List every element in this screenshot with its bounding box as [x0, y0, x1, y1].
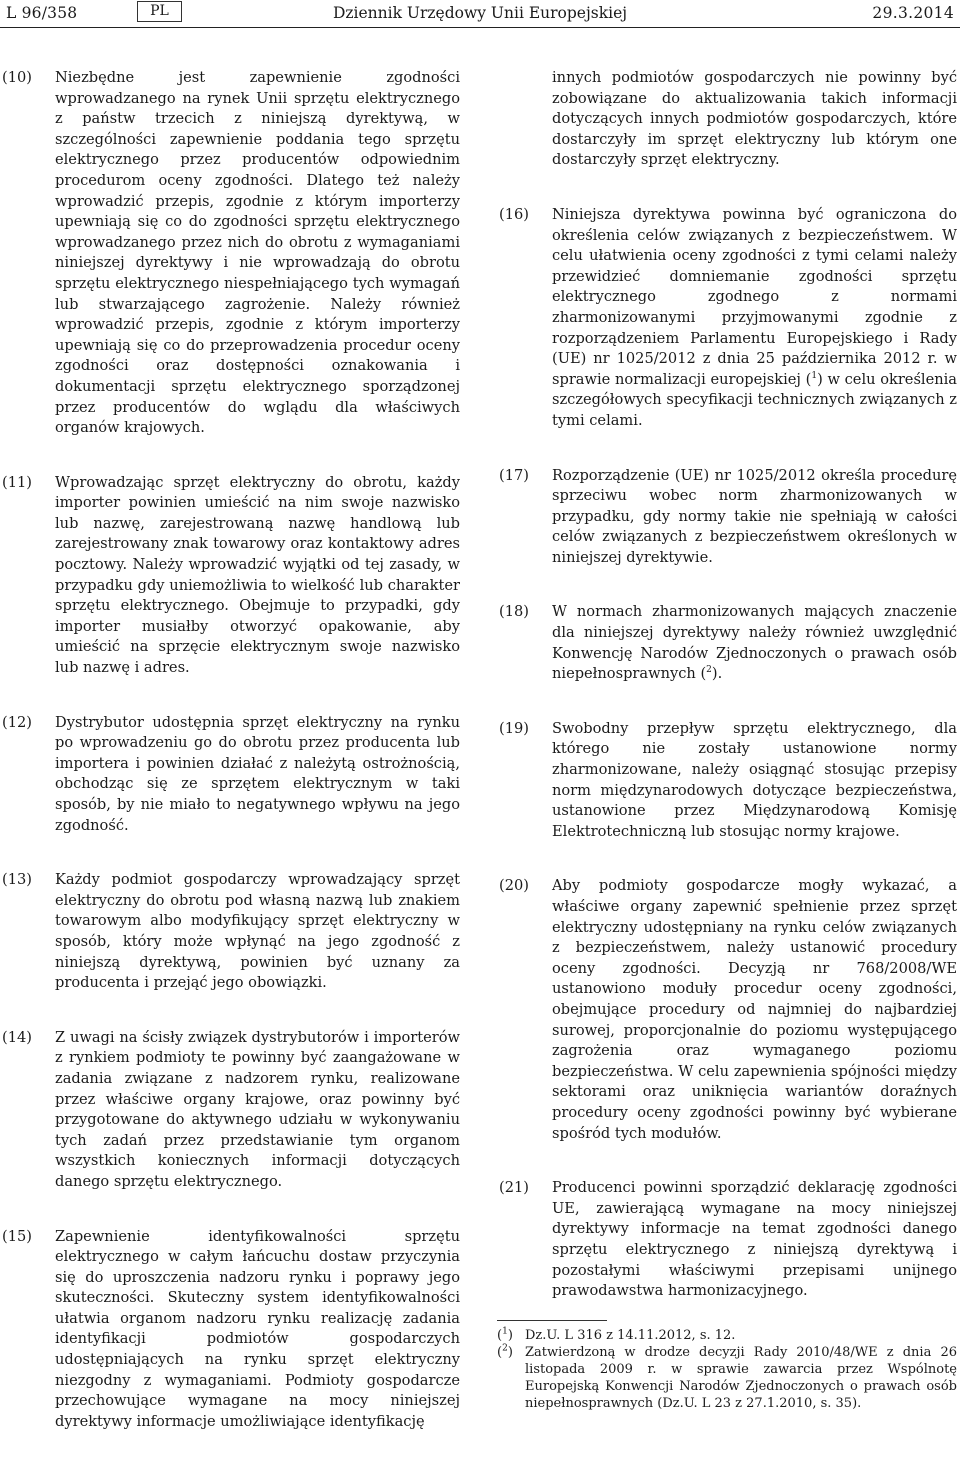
- left-column: [0, 68, 460, 1466]
- recital-text: Wprowadzając sprzęt elektryczny do obrotu, każdy importer powinien umieścić na nim swoje nazwisko lub nazwę, zarejestrowaną nazwę handlową lub zarejestrowany znak towarowy oraz kontaktowy adres pocztowy. Należy wprowadzić wyjątki od tej zasady, w przypadku gdy uniemożliwia to wielkość lub charakter sprzętu elektrycznego. Obejmuje to przypadki, gdy importer musiałby otworzyć opakowanie, aby umieścić na sprzęcie elektrycznym swoje nazwisko lub nazwę i adres.: [55, 473, 460, 677]
- recital-text: Producenci powinni sporządzić deklarację zgodności UE, zawierającą wymagane na mocy niniejszej dyrektywy informacje na temat zgodności danego sprzętu elektrycznego z niniejszą dyrektywą i pozostałymi właściwymi przepisami unijnego prawodawstwa harmonizacyjnego.: [552, 1179, 957, 1300]
- footnote-1: [497, 1327, 957, 1344]
- recital-number: (15): [2, 1227, 32, 1245]
- header-rule: [0, 27, 960, 28]
- recital-number: (20): [499, 877, 529, 895]
- footnote-mark-open: (: [497, 1327, 503, 1343]
- recital-number: (17): [499, 466, 529, 484]
- recital-text: Z uwagi na ścisły związek dystrybutorów i importerów z rynkiem podmioty te powinny być zaangażowane w zadania związane z nadzorem rynku, realizowane przez właściwe organy krajowe, oraz powinny być przygotowane do aktywnego udziału w wykonywaniu tych zadań przez przedstawianie tym organom wszystkich koniecznych informacji dotyczących danego sprzętu elektrycznego.: [55, 1028, 460, 1190]
- recital-text: Aby podmioty gospodarcze mogły wykazać, a właściwe organy zapewnić spełnienie przez sprzęt elektryczny udostępniany na rynku celów związanych z bezpieczeństwem, należy ustanowić procedury oceny zgodności. Decyzją nr 768/2008/WE ustanowiono moduły procedur oceny zgodności, obejmujące procedury od najmniej do najbardziej surowej, proporcjonalnie do poziomu występującego zagrożenia oraz wymaganego poziomu bezpieczeństwa. W celu zapewnienia spójności między sektorami oraz uniknięcia wariantów doraźnych procedury oceny zgodności powinny być wybierane spośród tych modułów.: [552, 877, 957, 1142]
- recital-15: [0, 1227, 460, 1433]
- recital-number: (16): [499, 205, 529, 223]
- recital-number: (21): [499, 1179, 529, 1197]
- recital-19: [497, 719, 957, 843]
- recital-text-part: ).: [711, 665, 723, 683]
- language-badge: PL: [137, 1, 182, 22]
- recital-number: (13): [2, 871, 32, 889]
- recital-text: Każdy podmiot gospodarczy wprowadzający sprzęt elektryczny do obrotu pod własną nazwą lub znakiem towarowym albo modyfikujący sprzęt elektryczny w sposób, który może wpłynąć na jego zgodność z niniejszą dyrektywą, powinien być uznany za producenta i przejąć jego obowiązki.: [55, 871, 460, 992]
- recital-16: [497, 205, 957, 432]
- right-column: [497, 68, 957, 1412]
- footnote-separator: [497, 1320, 607, 1321]
- footnote-text: Dz.U. L 316 z 14.11.2012, s. 12.: [525, 1327, 736, 1343]
- recital-text-part: ) w celu określenia szczegółowych specyfikacji technicznych związanych z tymi celami.: [552, 370, 957, 429]
- footnote-mark-number: 2: [502, 1343, 508, 1354]
- footnote-mark-close: ): [507, 1327, 513, 1343]
- recital-21: [497, 1178, 957, 1302]
- recital-text: Zapewnienie identyfikowalności sprzętu elektrycznego w całym łańcuchu dostaw przyczynia się do uproszczenia nadzoru rynku i poprawy jego skuteczności. Skuteczny system identyfikowalności ułatwia organom nadzoru rynku realizację zadania identyfikacji podmiotów gospodarczych udostępniających na rynku sprzęt elektryczny niezgodny z wymaganiami. Podmioty gospodarcze przechowujące wymagane na mocy niniejszej dyrektywy informacje umożliwiające identyfikację: [55, 1227, 460, 1430]
- footnote-mark-number: 1: [502, 1326, 508, 1337]
- recital-14: [0, 1028, 460, 1193]
- recital-text: Niezbędne jest zapewnienie zgodności wprowadzanego na rynek Unii sprzętu elektrycznego z państw trzecich z niniejszą dyrektywą, w szczególności zapewnienie poddania tego sprzętu elektrycznego przez producentów odpowiednim procedurom oceny zgodności. Dlatego też należy wprowadzić przepis, zgodnie z którym importerzy upewniają się co do zgodności sprzętu elektrycznego wprowadzanego przez nich do obrotu z wymaganiami niniejszej dyrektywy i nie wprowadzają do obrotu sprzętu elektrycznego niespełniającego tych wymagań lub stwarzającego zagrożenie. Należy również wprowadzić przepis, zgodnie z którym importerzy upewniają się co do przeprowadzenia procedur oceny zgodności oraz dostępności oznakowania i dokumentacji sprzętu elektrycznego sporządzonej przez producentów do wglądu dla właściwych organów krajowych.: [55, 69, 460, 437]
- recital-10: [0, 68, 460, 439]
- footnote-ref[interactable]: 1: [811, 370, 818, 381]
- recital-text-part: Niniejsza dyrektywa powinna być ograniczona do określenia celów związanych z bezpieczeństwem. W celu ułatwienia oceny zgodności z tymi celami należy przewidzieć domniemanie zgodności sprzętu elektrycznego zgodnego z normami zharmonizowanymi przyjmowanymi zgodnie z rozporządzeniem Parlamentu Europejskiego i Rady (UE) nr 1025/2012 z dnia 25 października 2012 r. w sprawie normalizacji europejskiej (: [552, 205, 957, 388]
- recital-17: [497, 466, 957, 569]
- recital-number: (11): [2, 473, 32, 491]
- publication-date: 29.3.2014: [872, 4, 954, 22]
- recital-11: [0, 473, 460, 679]
- page-number: L 96/358: [6, 4, 78, 22]
- recital-text: Dystrybutor udostępnia sprzęt elektryczny na rynku po wprowadzeniu go do obrotu przez producenta lub importera i powinien działać z należytą ostrożnością, obchodząc się ze sprzętem elektrycznym w taki sposób, by nie miało to negatywnego wpływu na jego zgodność.: [55, 713, 460, 834]
- recital-text: Rozporządzenie (UE) nr 1025/2012 określa procedurę sprzeciwu wobec norm zharmonizowanych w przypadku, gdy normy takie nie spełniają w całości celów związanych z bezpieczeństwem określonych w niniejszej dyrektywie.: [552, 466, 957, 566]
- recital-15-continuation: innych podmiotów gospodarczych nie powinny być zobowiązane do aktualizowania takich informacji dotyczących innych podmiotów gospodarczych, które dostarczyły im sprzęt elektryczny lub którym one dostarczyły sprzęt elektryczny.: [552, 69, 957, 169]
- footnote-mark: [497, 1344, 525, 1412]
- footnote-text: Zatwierdzoną w drodze decyzji Rady 2010/48/WE z dnia 26 listopada 2009 r. w sprawie zawarcia przez Wspólnotę Europejską Konwencji Narodów Zjednoczonych o prawach osób niepełnosprawnych (Dz.U. L 23 z 27.1.2010, s. 35).: [525, 1344, 957, 1411]
- footnote-ref[interactable]: 2: [706, 665, 712, 676]
- footnote-mark: [497, 1327, 525, 1344]
- recital-text-part: W normach zharmonizowanych mających znaczenie dla niniejszej dyrektywy należy również uwzględnić Konwencję Narodów Zjednoczonych o prawach osób niepełnosprawnych (: [552, 603, 957, 683]
- recital-number: (19): [499, 719, 529, 737]
- recital-13: [0, 870, 460, 994]
- journal-title: Dziennik Urzędowy Unii Europejskiej: [332, 4, 628, 22]
- footnote-2: [497, 1344, 957, 1412]
- recital-12: [0, 713, 460, 837]
- recital-number: (18): [499, 603, 529, 621]
- recital-text: [552, 602, 957, 684]
- recital-20: [497, 876, 957, 1144]
- recital-number: (10): [2, 69, 32, 86]
- recital-number: (12): [2, 713, 32, 731]
- recital-18: [497, 602, 957, 684]
- recital-text: [552, 205, 957, 432]
- recital-number: (14): [2, 1028, 32, 1046]
- page-header: [0, 0, 960, 36]
- footnote-mark-open: (: [497, 1344, 503, 1360]
- recital-text: Swobodny przepływ sprzętu elektrycznego, dla którego nie zostały ustanowione normy zharmonizowane, należy osiągnąć stosując przepisy norm międzynarodowych dotyczące bezpieczeństwa, ustanowione przez Międzynarodową Komisję Elektrotechniczną lub stosując normy krajowe.: [552, 719, 957, 840]
- footnote-mark-close: ): [507, 1344, 513, 1360]
